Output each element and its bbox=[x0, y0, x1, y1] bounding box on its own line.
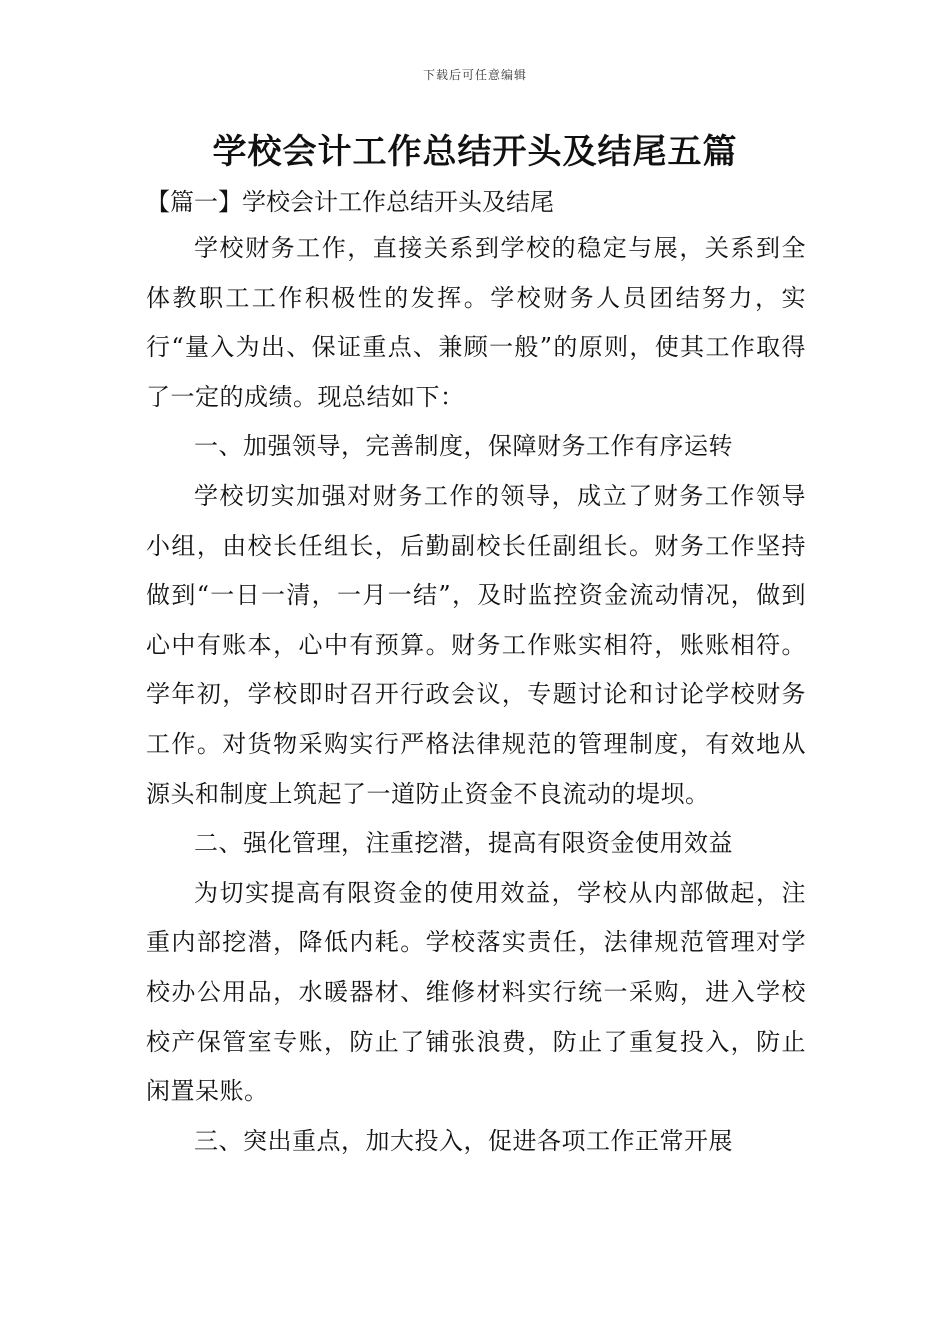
paragraph: 学校切实加强对财务工作的领导，成立了财务工作领导小组，由校长任组长，后勤副校长任副组长。财务工作坚持做到“一日一清，一月一结”，及时监控资金流动情况，做到心中有账本，心中有预算。财务工作账实相符，账账相符。学年初，学校即时召开行政会议，专题讨论和讨论学校财务工作。对货物采购实行严格法律规范的管理制度，有效地从源头和制度上筑起了一道防止资金不良流动的堤坝。 bbox=[146, 481, 806, 808]
document-title: 学校会计工作总结开头及结尾五篇 bbox=[212, 132, 738, 172]
body-text bbox=[146, 224, 806, 1166]
subheading: 三、突出重点，加大投入，促进各项工作正常开展 bbox=[194, 1126, 733, 1155]
header-note: 下载后可任意编辑 bbox=[422, 68, 527, 82]
subheading: 一、加强领导，完善制度，保障财务工作有序运转 bbox=[194, 432, 733, 461]
paragraph: 为切实提高有限资金的使用效益，学校从内部做起，注重内部挖潜，降低内耗。学校落实责任，法律规范管理对学校办公用品，水暖器材、维修材料实行统一采购，进入学校校产保管室专账，防止了铺张浪费，防止了重复投入，防止闲置呆账。 bbox=[146, 878, 806, 1106]
paragraph: 学校财务工作，直接关系到学校的稳定与展，关系到全体教职工工作积极性的发挥。学校财务人员团结努力，实行“量入为出、保证重点、兼顾一般”的原则，使其工作取得了一定的成绩。现总结如下： bbox=[146, 234, 806, 411]
subheading: 二、强化管理，注重挖潜，提高有限资金使用效益 bbox=[194, 829, 733, 858]
section-heading: 【篇一】学校会计工作总结开头及结尾 bbox=[146, 188, 554, 216]
